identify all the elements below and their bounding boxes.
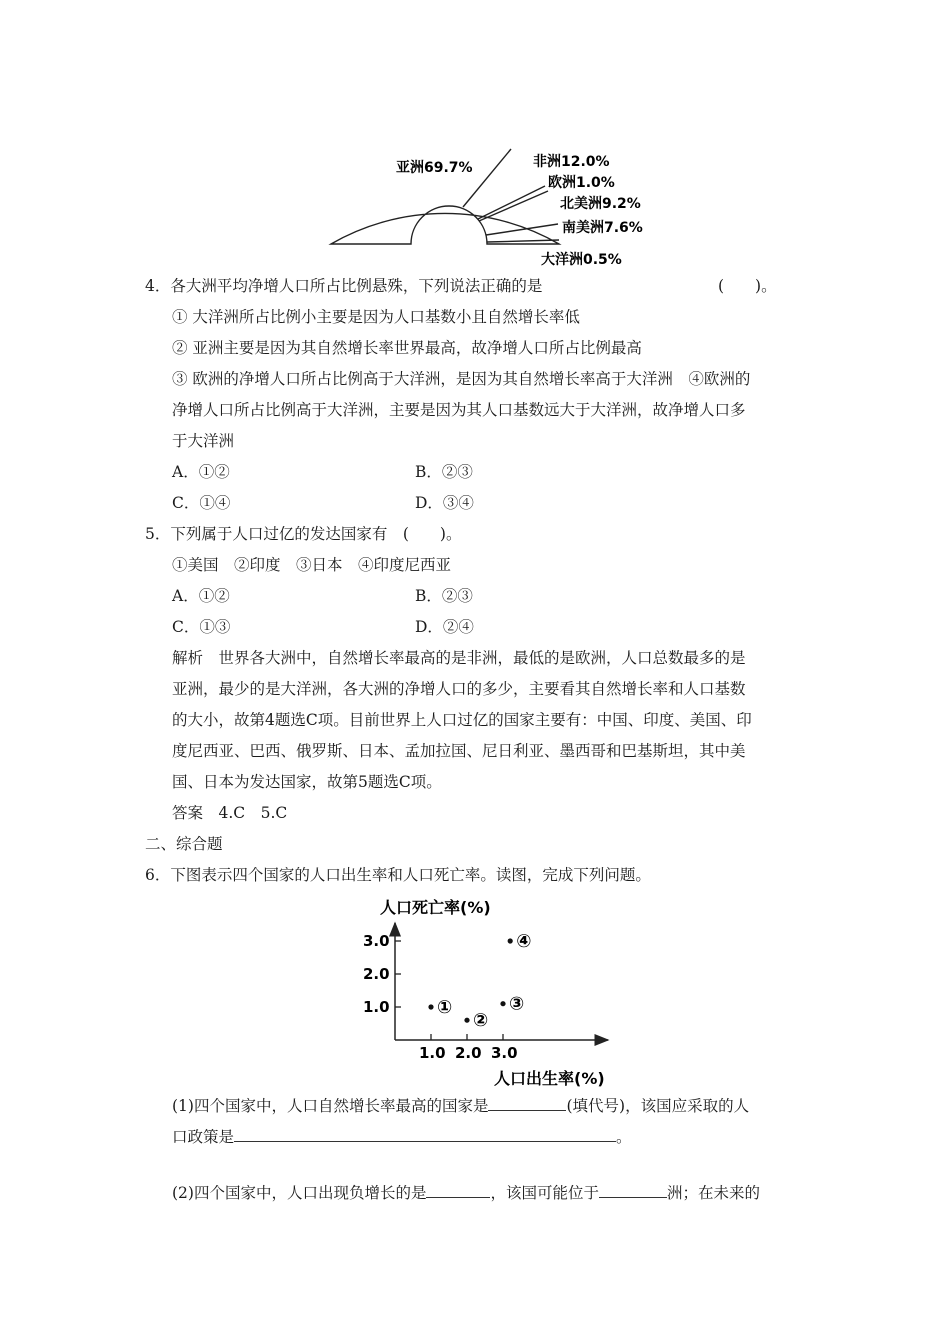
q6-part1-text-a: (1)四个国家中，人口自然增长率最高的国家是 (172, 1097, 489, 1115)
analysis-line-1: 解析 世界各大洲中，自然增长率最高的是非洲，最低的是欧洲，人口总数最多的是 (172, 649, 746, 667)
q4-option-b: B．②③ (415, 463, 473, 481)
sector-divider (487, 240, 559, 242)
x-axis-title: 人口出生率(%) (494, 1069, 605, 1088)
birth-death-rate-scatter-chart (0, 893, 950, 1093)
analysis-line-3: 的大小，故第4题选C项。目前世界上人口过亿的国家主要有：中国、印度、美国、印 (172, 711, 752, 729)
label-africa: 非洲12.0% (533, 154, 610, 170)
q4-statement-2: ② 亚洲主要是因为其自然增长率世界最高，故净增人口所占比例最高 (172, 339, 642, 357)
q4-option-d: D．③④ (415, 494, 474, 512)
q4-statement-1: ① 大洋洲所占比例小主要是因为人口基数小且自然增长率低 (172, 308, 580, 326)
q4-option-a: A．①② (172, 463, 230, 481)
y-axis-title: 人口死亡率(%) (380, 898, 491, 917)
q5-option-c: C．①③ (172, 618, 231, 636)
q6-part1-line2 (172, 1127, 632, 1147)
data-point-label-3: ③ (509, 993, 525, 1015)
data-point-label-2: ② (473, 1010, 489, 1032)
q5-option-d: D．②④ (415, 618, 474, 636)
label-oceania: 大洋洲0.5% (541, 252, 622, 268)
analysis-line-4: 度尼西亚、巴西、俄罗斯、日本、孟加拉国、尼日利亚、墨西哥和巴基斯坦，其中美 (172, 742, 746, 760)
q5-items: ①美国 ②印度 ③日本 ④印度尼西亚 (172, 556, 452, 574)
y-tick-label: 1.0 (363, 998, 390, 1016)
q4-stem: 4．各大洲平均净增人口所占比例悬殊，下列说法正确的是 (145, 277, 543, 295)
answer-key: 答案 4.C 5.C (172, 804, 288, 822)
q5-option-a: A．①② (172, 587, 230, 605)
label-europe: 欧洲1.0% (548, 175, 615, 191)
q4-answer-paren: ( )。 (718, 277, 777, 295)
q6-part2-line1 (172, 1183, 760, 1203)
continent-population-ring-chart (0, 0, 950, 280)
q5-option-b: B．②③ (415, 587, 473, 605)
data-point-label-1: ① (437, 997, 453, 1018)
sector-divider (463, 149, 511, 207)
sector-divider (486, 224, 558, 235)
ring-outline (331, 206, 559, 244)
q6-part2-text-a: (2)四个国家中，人口出现负增长的是 (172, 1184, 427, 1202)
y-tick-label: 3.0 (363, 932, 390, 950)
sector-divider (478, 186, 545, 219)
sector-divider (479, 191, 548, 221)
q6-part2-blank-continent[interactable] (599, 1183, 667, 1198)
q6-part1-text-c: 口政策是 (172, 1128, 235, 1146)
label-south-america: 南美洲7.6% (562, 220, 643, 236)
y-tick-label: 2.0 (363, 965, 390, 983)
q5-stem: 5．下列属于人口过亿的发达国家有 ( )。 (145, 525, 462, 543)
analysis-line-5: 国、日本为发达国家，故第5题选C项。 (172, 773, 442, 791)
data-point-4 (508, 938, 513, 943)
data-point-3 (500, 1001, 505, 1006)
label-asia: 亚洲69.7% (396, 160, 473, 176)
x-tick-label: 2.0 (455, 1044, 482, 1062)
section-heading: 二、综合题 (145, 835, 223, 853)
label-north-america: 北美洲9.2% (560, 196, 641, 212)
q6-part2-text-c: 洲；在未来的 (666, 1184, 760, 1202)
q4-statement-4: 净增人口所占比例高于大洋洲，主要是因为其人口基数远大于大洋洲，故净增人口多 (172, 401, 746, 419)
q6-part2-blank-country[interactable] (426, 1183, 490, 1198)
q6-part1-line1 (172, 1096, 749, 1116)
q4-statement-5: 于大洋洲 (172, 432, 235, 450)
q4-option-c: C．①④ (172, 494, 231, 512)
q6-part2-text-b: ，该国可能位于 (490, 1184, 599, 1202)
x-tick-label: 3.0 (491, 1044, 518, 1062)
data-point-1 (428, 1004, 433, 1009)
q6-part1-blank-code[interactable] (488, 1096, 566, 1111)
q6-part1-text-b: (填代号)，该国应采取的人 (566, 1097, 750, 1115)
q6-part1-text-d: 。 (616, 1128, 632, 1146)
q6-part1-blank-policy[interactable] (234, 1127, 616, 1142)
data-point-2 (464, 1018, 469, 1023)
data-point-label-4: ④ (516, 931, 532, 952)
q6-stem: 6．下图表示四个国家的人口出生率和人口死亡率。读图，完成下列问题。 (145, 866, 651, 884)
analysis-line-2: 亚洲，最少的是大洋洲，各大洲的净增人口的多少，主要看其自然增长率和人口基数 (172, 680, 746, 698)
x-tick-label: 1.0 (419, 1044, 446, 1062)
q4-statement-3: ③ 欧洲的净增人口所占比例高于大洋洲，是因为其自然增长率高于大洋洲 ④欧洲的 (172, 370, 751, 388)
